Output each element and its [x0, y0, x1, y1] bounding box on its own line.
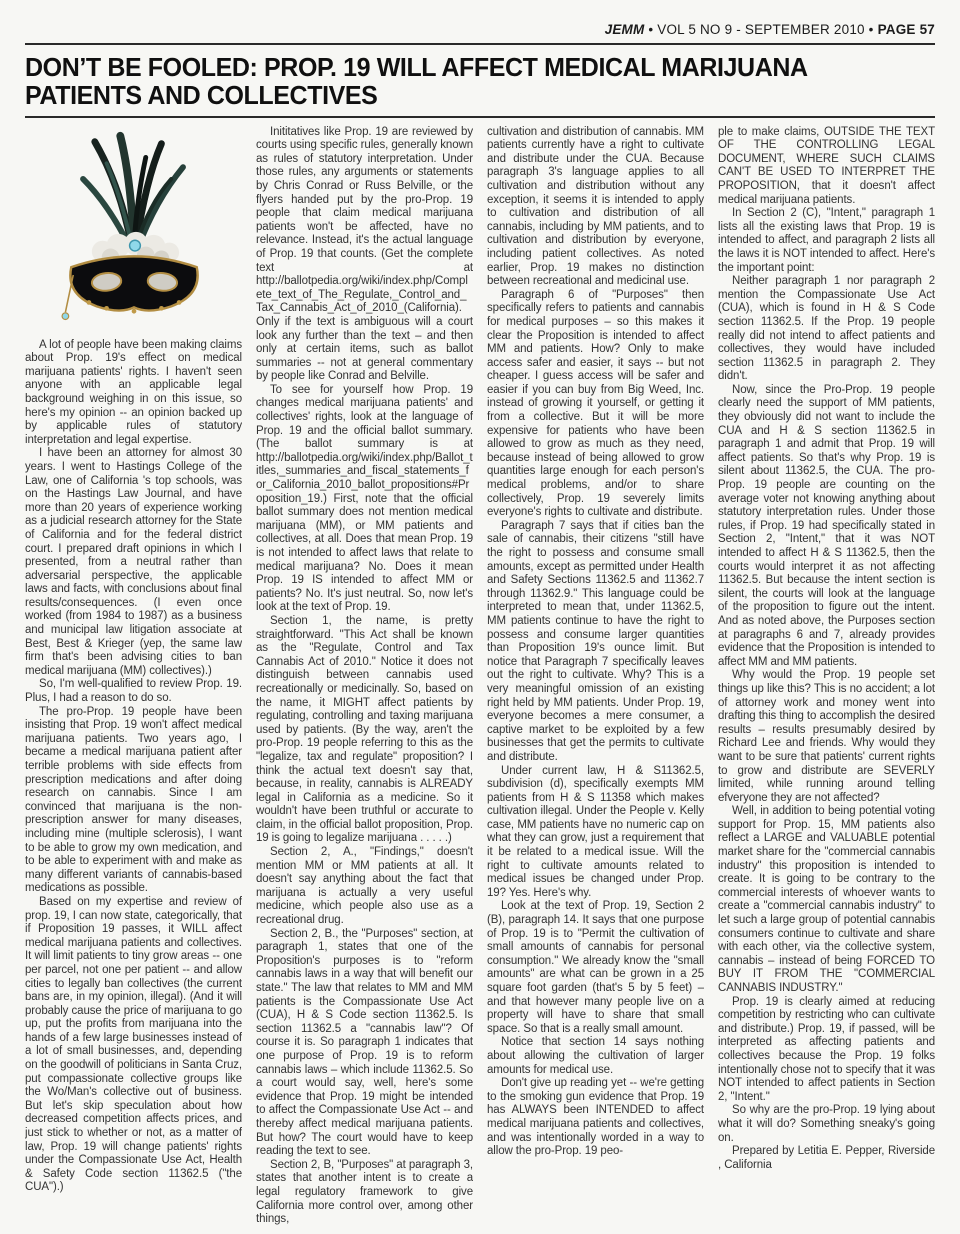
- article-paragraph: Paragraph 7 says that if cities ban the sale of cannabis, their citizens "still have the right to possess and consume small amounts, except as permitted under Health and Safety Sections 11362.5 and 11362.7 through 11362.9." This language could be interpreted to mean that, under 11362.5, MM patients continue to have the right to possess and consume larger quantities than Proposition 19's ounce limit. But notice that Paragraph 7 specifically leaves out the right to cultivate. Why? This is a very meaningful omission of an existing right held by MM patients. Under Prop. 19, everyone becomes a mere consumer, a captive market to be exploited by a few businesses that get the permits to cultivate and distribute.: [487, 519, 704, 763]
- turquoise-jewel: [129, 240, 140, 251]
- column-3: [487, 126, 704, 1228]
- article-paragraph: Section 2, B, "Purposes" at paragraph 3, states that another intent is to create a legal regulatory framework to give California more control over, among other things,: [256, 1158, 473, 1226]
- column-1: [25, 126, 242, 1228]
- article-paragraph: Prop. 19 is clearly aimed at reducing competition by restricting who can cultivate and distribute.) Prop. 19, if passed, will be interpreted as affecting patients and collectives because the Prop. 19 folks intentionally chose not to specify that it was NOT intended to affect patients in Section 2, "Intent.": [718, 995, 935, 1103]
- article-paragraph: Neither paragraph 1 nor paragraph 2 mention the Compassionate Use Act (CUA), which is found in H & S Code section 11362.5. If the Prop. 19 people really did not intend to affect patients and collectives, they would have included section 11362.5 in paragraph 2. They didn't.: [718, 275, 935, 383]
- article-paragraph: Section 2, B., the "Purposes" section, at paragraph 1, states that one of the Proposition's purposes is to "reform cannabis laws in a way that will benefit our state." The law that relates to MM and MM patients is the Compassionate Use Act (CUA), H & S Code section 11362.5. Is section 11362.5 a "cannabis law"? Of course it is. So paragraph 1 indicates that one purpose of Prop. 19 is to reform cannabis laws – which include 11362.5. So a court would say, well, here's some evidence that Prop. 19 might be intended to affect the Compassionate Use Act -- and thereby affect medical marijuana patients. But how? The court would have to keep reading the text to see.: [256, 927, 473, 1158]
- article-paragraph: Based on my expertise and review of prop. 19, I can now state, categorically, that if Proposition 19 passes, it WILL affect medical marijuana patients and collectives. It will limit patients to tiny grow areas -- one per parcel, not one per patient -- and allow cities to legally ban collectives (the current bans are, in my opinion, illegal). (And it will probably cause the price of marijuana to go up, put the profits from marijuana into the hands of a few large businesses instead of a lot of small businesses, and, depending on the goodwill of politicians in Santa Cruz, put compassionate collective groups like the Wo/Man's collective out of business. But let's skip speculation about how decreased competition affects prices, and just stick to whether or not, as a matter of law, Prop. 19 will change patients' rights under the Compassionate Use Act, Health & Safety Code section 11362.5 ("the CUA").): [25, 895, 242, 1194]
- article-paragraph: Why would the Prop. 19 people set things up like this? This is no accident; a lot of attorney work and money went into drafting this thing to accomplish the desired results – results presumably desired by Richard Lee and friends. Why would they want to be sure that patients' current rights to grow and distribute are SEVERLY limited, while running around telling efveryone they are not affected?: [718, 669, 935, 804]
- article-paragraph: To see for yourself how Prop. 19 changes medical marijuana patients' and collectives' rights, look at the language of Prop. 19 and the official ballot summary. (The ballot summary is at http://ballotpedia.org/wiki/index.php/Ballot_titles,_summaries_and_fiscal_statements_for_California_2010_ballot_propositions#Proposition_19.) First, note that the official ballot summary does not mention medical marijuana (MM), or MM patients and collectives, at all. Does that mean Prop. 19 is not intended to affect laws that relate to medical marijuana? No. Does it mean Prop. 19 IS intended to affect MM or patients? No. It's just neutral. So, now let's look at the text of Prop. 19.: [256, 383, 473, 614]
- article-paragraph: Now, since the Pro-Prop. 19 people clearly need the support of MM patients, they obviously did not want to include the CUA and H & S section 11362.5 in paragraph 1 and admit that Prop. 19 will affect patients. So that's why Prop. 19 is silent about 11362.5, the CUA. The pro-Prop. 19 people are counting on the average voter not knowing anything about statutory interpretation rules. Under those rules, if Prop. 19 had specifically stated in Section 2, "Intent," that it was NOT intended to affect H & S 11362.5, then the courts would interpret it as not affecting 11362.5. But because the intent section is silent, the courts will look at the language of the proposition to figure out the intent. And as noted above, the Purposes section at paragraphs 6 and 7, already provides evidence that the Proposition is intended to affect MM and MM patients.: [718, 383, 935, 668]
- mask-illustration: [55, 128, 213, 324]
- masthead: [25, 14, 935, 43]
- article-paragraph: Section 1, the name, is pretty straightforward. "This Act shall be known as the "Regulate, Control and Tax Cannabis Act of 2010." Notice it does not distinguish between cannabis used recreationally or medicinally. So, based on the name, it MIGHT affect patients by regulating, controlling and taxing marijuana used by patients. (By the way, aren't the pro-Prop. 19 people referring to this as the "legalize, tax and regulate" proposition? I think the actual text doesn't say that, because, in reality, cannabis is ALREADY legal in California as a medicine. So it wouldn't have been truthful or accurate to claim, in the official ballot proposition, Prop. 19 is going to legalize marijuana . . . . .): [256, 614, 473, 845]
- column-2: [256, 126, 473, 1228]
- masquerade-mask-image: [25, 128, 242, 329]
- article-paragraph: Notice that section 14 says nothing about allowing the cultivation of larger amounts for medical use.: [487, 1036, 704, 1076]
- article-paragraph: Don't give up reading yet -- we're getting to the smoking gun evidence that Prop. 19 has ALWAYS been INTENDED to affect medical marijuana patients and collectives, and was intentionally worded in a way to allow the pro-Prop. 19 peo-: [487, 1077, 704, 1158]
- masthead-divider: [25, 43, 935, 45]
- journal-name: JEMM: [604, 22, 645, 37]
- article-paragraph: Paragraph 6 of "Purposes" then specifically refers to patients and cannabis for medical purposes – so this makes it clear the Proposition is intended to affect MM and patients. How? Only to make access safer and easier, it says -- but not cheaper. I guess access will be safer and easier if you can buy from Big Weed, Inc. instead of growing it yourself, or getting it from a collective. But it will be more expensive for patients who have been allowed to grow as much as they need, because instead of being allowed to grow quantities large enough for each person's medical problems, and/or to share collectively, Prop. 19 severely limits everyone's rights to cultivate and distribute.: [487, 288, 704, 519]
- page-number: PAGE 57: [877, 22, 935, 37]
- article-paragraph: Well, in addition to being potential voting support for Prop. 15, MM patients also reflect a LARGE and VALUABLE potential market share for the "commercial cannabis industry" this proposition is intended to create. It is going to be contrary to the commercial interests of whoever wants to create a "commercial cannabis industry" to let such a large group of potential cannabis consumers continue to cultivate and share with each other, via the collective system, cannabis – instead of being FORCED TO BUY IT FROM THE "COMMERCIAL CANNABIS INDUSTRY.": [718, 805, 935, 994]
- article-body: [25, 126, 935, 1228]
- article-paragraph: So why are the pro-Prop. 19 lying about what it will do? Something sneaky's going on.: [718, 1104, 935, 1144]
- byline: Prepared by Letitia E. Pepper, Riverside , California: [718, 1145, 935, 1171]
- article-paragraph: Inititatives like Prop. 19 are reviewed by courts using specific rules, generally known as rules of statutory interpretation. Under those rules, any arguments or statements by Chris Conrad or Russ Belville, or the flyers handed put by the pro-Prop. 19 people that claim medical marijuana patients won't be affected, have no relevance. Instead, it's the actual language of Prop. 19 that counts. (Get the complete text at http://ballotpedia.org/wiki/index.php/Complete_text_of_The_Regulate,_Control_and_Tax_Cannabis_Act_of_2010_(California). Only if the text is ambiguous will a court look any further than the text – and then only at certain items, such as ballot summaries -- not at general commentary by people like Conrad and Belville.: [256, 125, 473, 383]
- headline-divider: [25, 116, 935, 118]
- column-4: [718, 126, 935, 1228]
- article-paragraph: cultivation and distribution of cannabis. MM patients currently have a right to cultivate and distribute under the CUA. Because paragraph 3's language applies to all cultivation and distribution without any exception, it seems it is intended to apply to cultivation and distribution of all cannabis, including by MM patients, and to cultivation and distribution by everyone, including patient collectives. As noted earlier, Prop. 19 makes no distinction between recreational and medicinal use.: [487, 125, 704, 288]
- article-paragraph: Under current law, H & S11362.5, subdivision (d), specifically exempts MM patients from H & S 11358 which makes cultivation illegal. Under the People v. Kelly case, MM patients have no numeric cap on what they can grow, just a requirement that it be related to a medical issue. Will the right to cultivate amounts related to medical issues be changed under Prop. 19? Yes. Here's why.: [487, 764, 704, 899]
- article-paragraph: ple to make claims, OUTSIDE THE TEXT OF THE CONTROLLING LEGAL DOCUMENT, WHERE SUCH CLAIMS CAN'T BE USED TO INTERPRET THE PROPOSITION, that it doesn't affect medical marijuana patients.: [718, 125, 935, 206]
- article-headline: DON’T BE FOOLED: PROP. 19 WILL AFFECT MEDICAL MARIJUANA PATIENTS AND COLLECTIVES: [25, 52, 807, 110]
- article-paragraph: The pro-Prop. 19 people have been insisting that Prop. 19 won't affect medical marijuana patients. Two years ago, I became a medical marijuana patient after terrible problems with side effects from prescription medications and after doing research on cannabis. Since I am convinced that marijuana is the non-prescription answer for many diseases, including mine (multiple sclerosis), I want to be able to grow my own medication, and to be able to experiment with and make as many different variants of cannabis-based medications as possible.: [25, 705, 242, 895]
- article-paragraph: Section 2, A., "Findings," doesn't mention MM or MM patients at all. It doesn't say anything about the fact that marijuana is actually a very useful medicine, which people also use as a recreational drug.: [256, 846, 473, 927]
- article-paragraph: A lot of people have been making claims about Prop. 19's effect on medical marijuana patients' rights. I haven't seen anyone with an applicable legal background weighing in on this issue, so here's my opinion -- an opinion backed up by applicable rules of statutory interpretation and legal expertise.: [25, 338, 242, 446]
- article-paragraph: I have been an attorney for almost 30 years. I went to Hastings College of the Law, one of California 's top schools, was on the Hastings Law Journal, and have more than 20 years of experience working as a judicial research attorney for the State of California and for the federal district court. I prepared draft opinions in which I presented, from a neutral rather than adversarial perspective, the applicable laws and facts, with conclusions about final results/consequences. (I even once worked (from 1984 to 1987) as a business and municipal law litigation associate at Best, Best & Krieger (yep, the same law firm that's been advising cities to ban medical marijuana (MM) collectives).): [25, 447, 242, 677]
- article-paragraph: In Section 2 (C), "Intent," paragraph 1 lists all the existing laws that Prop. 19 is intended to affect, and paragraph 2 lists all the laws it is NOT intended to affect. Here's the important point:: [718, 207, 935, 274]
- article-paragraph: Look at the text of Prop. 19, Section 2 (B), paragraph 14. It says that one purpose of Prop. 19 is to "Permit the cultivation of small amounts of cannabis for personal consumption." We already know the "small amounts" are what can be grown in a 25 square foot garden (that's 5 by 5 feet) – and that however many people live on a property will have to share that small space. So that is a really small amount.: [487, 900, 704, 1035]
- issue-info: • VOL 5 NO 9 - SEPTEMBER 2010 •: [648, 22, 874, 37]
- article-paragraph: So, I'm well-qualified to review Prop. 19. Plus, I had a reason to do so.: [25, 678, 242, 705]
